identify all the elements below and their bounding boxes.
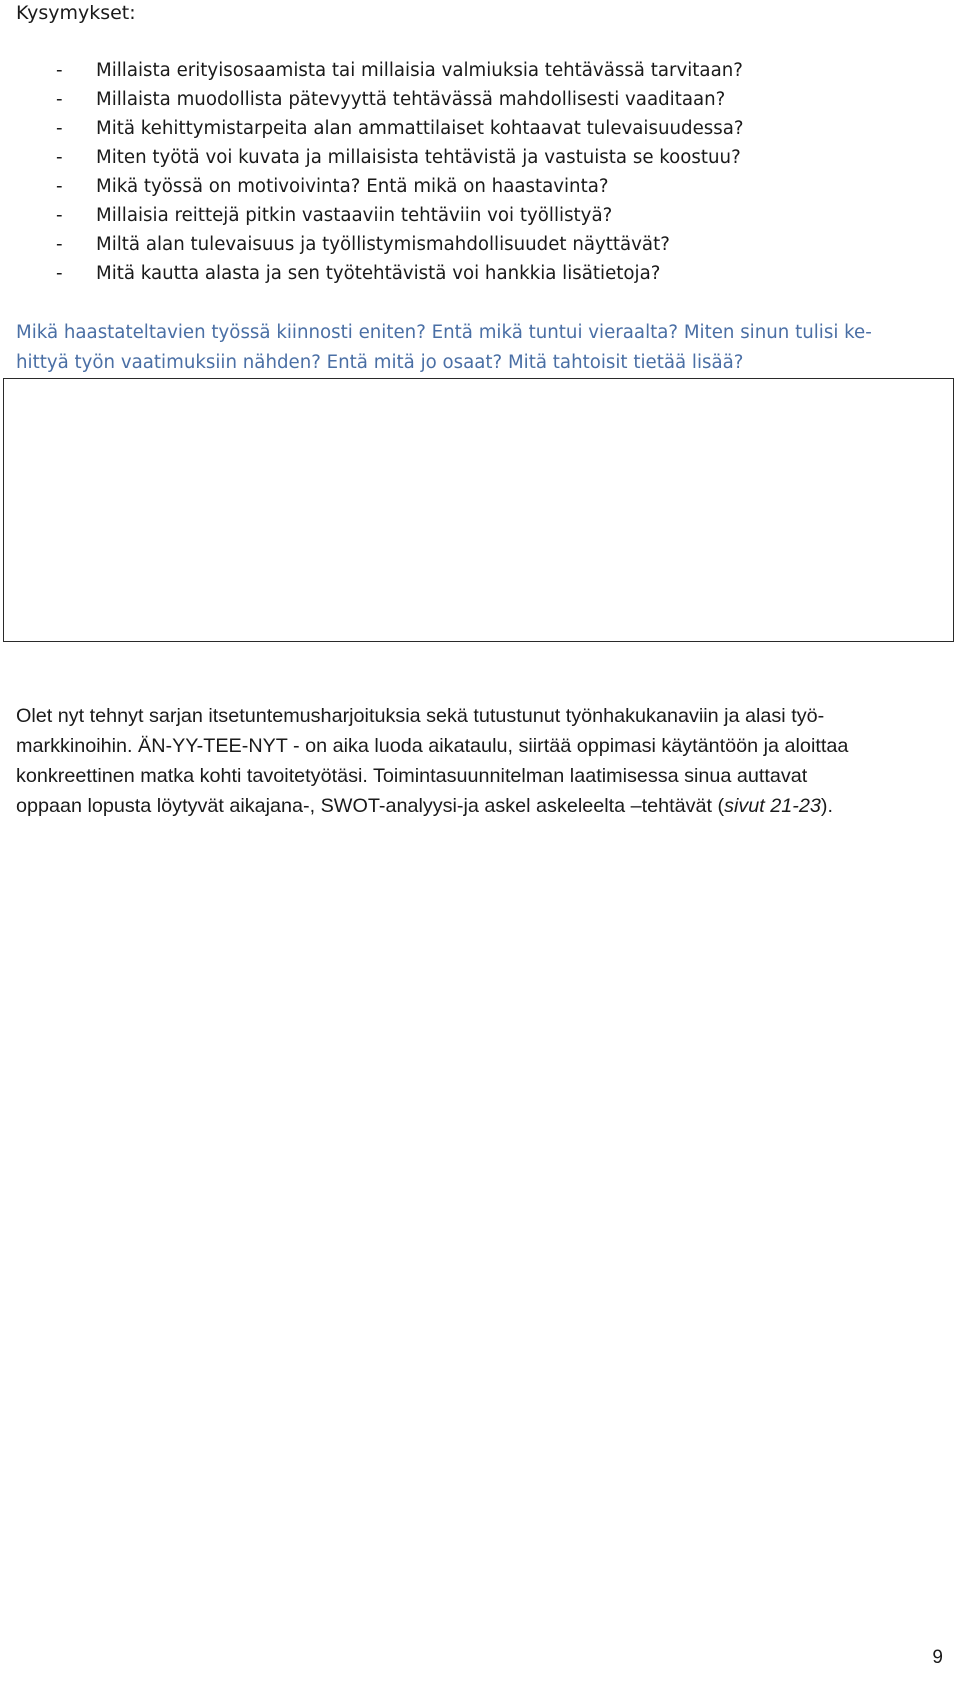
question-text: Miltä alan tulevaisuus ja työllistymismahdollisuudet näyttävät? [96, 234, 670, 255]
summary-line-2: markkinoihin. ÄN-YY-TEE-NYT - on aika luoda aikataulu, siirtää oppimasi käytäntöön ja aloittaa [16, 735, 849, 757]
question-text: Millaisia reittejä pitkin vastaaviin tehtäviin voi työllistyä? [96, 205, 613, 226]
list-dash: - [56, 118, 63, 139]
question-text: Mikä työssä on motivoivinta? Entä mikä on haastavinta? [96, 176, 609, 197]
list-dash: - [56, 263, 63, 284]
question-text: Miten työtä voi kuvata ja millaisista tehtävistä ja vastuista se koostuu? [96, 147, 741, 168]
list-item [56, 201, 744, 230]
summary-line-4-end: ). [820, 795, 833, 817]
page-number: 9 [932, 1647, 943, 1668]
question-text: Mitä kautta alasta ja sen työtehtävistä voi hankkia lisätietoja? [96, 263, 661, 284]
list-dash: - [56, 176, 63, 197]
summary-paragraph [16, 701, 920, 821]
summary-line-4: oppaan lopusta löytyvät aikajana-, SWOT-analyysi-ja askel askeleelta –tehtävät ( [16, 795, 725, 817]
page-heading: Kysymykset: [16, 2, 136, 24]
list-dash: - [56, 89, 63, 110]
list-dash: - [56, 205, 63, 226]
list-item [56, 172, 744, 201]
prompt-line-2: hittyä työn vaatimuksiin nähden? Entä mitä jo osaat? Mitä tahtoisit tietää lisää? [16, 352, 744, 373]
list-item [56, 56, 744, 85]
question-list [56, 56, 744, 288]
list-item [56, 230, 744, 259]
question-text: Millaista muodollista pätevyyttä tehtävässä mahdollisesti vaaditaan? [96, 89, 726, 110]
page-reference: sivut 21-23 [724, 795, 821, 817]
list-dash: - [56, 147, 63, 168]
list-dash: - [56, 60, 63, 81]
summary-line-1: Olet nyt tehnyt sarjan itsetuntemusharjoituksia sekä tutustunut työnhakukanaviin ja alasi työ- [16, 705, 825, 727]
list-item [56, 259, 744, 288]
list-dash: - [56, 234, 63, 255]
answer-box[interactable] [3, 378, 954, 642]
list-item [56, 85, 744, 114]
prompt-line-1: Mikä haastateltavien työssä kiinnosti eniten? Entä mikä tuntui vieraalta? Miten sinun tulisi ke- [16, 322, 872, 343]
question-text: Mitä kehittymistarpeita alan ammattilaiset kohtaavat tulevaisuudessa? [96, 118, 744, 139]
summary-line-3: konkreettinen matka kohti tavoitetyötäsi. Toimintasuunnitelman laatimisessa sinua auttavat [16, 765, 808, 787]
list-item [56, 114, 744, 143]
question-text: Millaista erityisosaamista tai millaisia valmiuksia tehtävässä tarvitaan? [96, 60, 743, 81]
list-item [56, 143, 744, 172]
reflection-prompt [16, 318, 920, 378]
